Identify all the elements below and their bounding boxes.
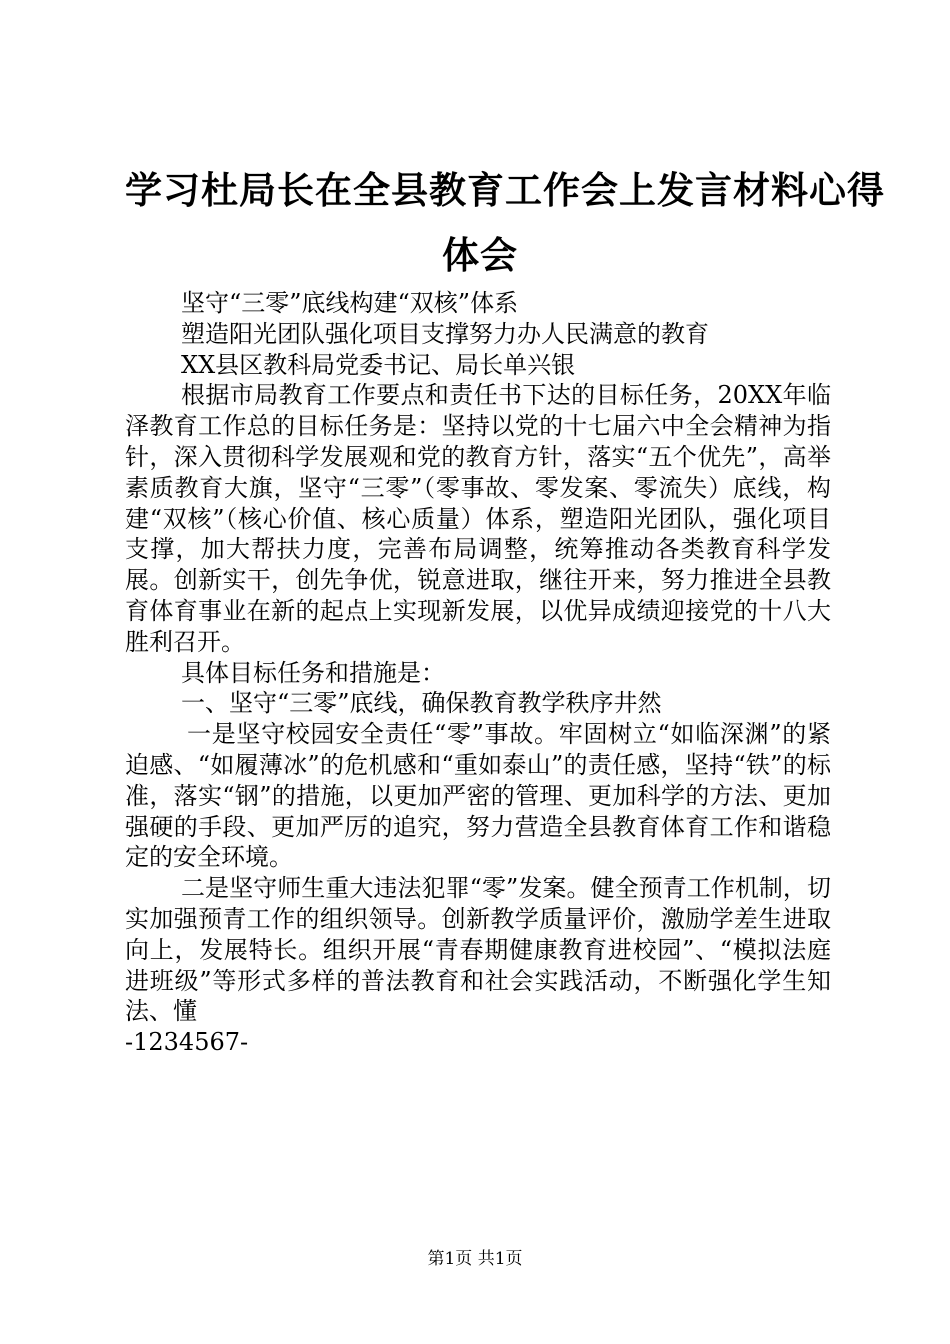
section-heading-1: 一、坚守“三零”底线，确保教育教学秩序井然 — [181, 689, 662, 718]
page-footer: 第1页 共1页 — [427, 1249, 523, 1269]
author-line: XX县区教科局党委书记、局长单兴银 — [181, 350, 576, 379]
document-body — [125, 288, 831, 1058]
subtitle-1: 坚守“三零”底线构建“双核”体系 — [181, 289, 519, 317]
paragraph-crime-prevention: 二是坚守师生重大违法犯罪“零”发案。健全预青工作机制，切实加强预青工作的组织领导。创新教学质量评价，激励学差生进取向上，发展特长。组织开展“青春期健康教育进校园”、“模拟法庭进班级”等形式多样的普法教育和社会实践活动，不断强化学生知法、懂 — [125, 874, 831, 1026]
subtitle-2: 塑造阳光团队强化项目支撑努力办人民满意的教育 — [181, 319, 709, 348]
document-title-line-1: 学习杜局长在全县教育工作会上发言材料心得 — [125, 169, 885, 212]
paragraph-intro: 根据市局教育工作要点和责任书下达的目标任务，20XX年临泽教育工作总的目标任务是：坚持以党的十七届六中全会精神为指针，深入贯彻科学发展观和党的教育方针，落实“五个优先”，高举素质教育大旗，坚守“三零”（零事故、零发案、零流失）底线，构建“双核”（核心价值、核心质量）体系，塑造阳光团队，强化项目支撑，加大帮扶力度，完善布局调整，统筹推动各类教育科学发展。创新实干，创先争优，锐意进取，继往开来，努力推进全县教育体育事业在新的起点上实现新发展，以优异成绩迎接党的十八大胜利召开。 — [125, 381, 831, 656]
inline-page-number: -1234567- — [125, 1028, 249, 1057]
paragraph-measures-heading: 具体目标任务和措施是： — [181, 658, 445, 687]
paragraph-safety: 一是坚守校园安全责任“零”事故。牢固树立“如临深渊”的紧迫感、“如履薄冰”的危机感和“重如泰山”的责任感，坚持“铁”的标准，落实“钢”的措施，以更加严密的管理、更加科学的方法、更加强硬的手段、更加严厉的追究，努力营造全县教育体育工作和谐稳定的安全环境。 — [125, 720, 831, 872]
document-title-line-2: 体会 — [442, 234, 518, 277]
